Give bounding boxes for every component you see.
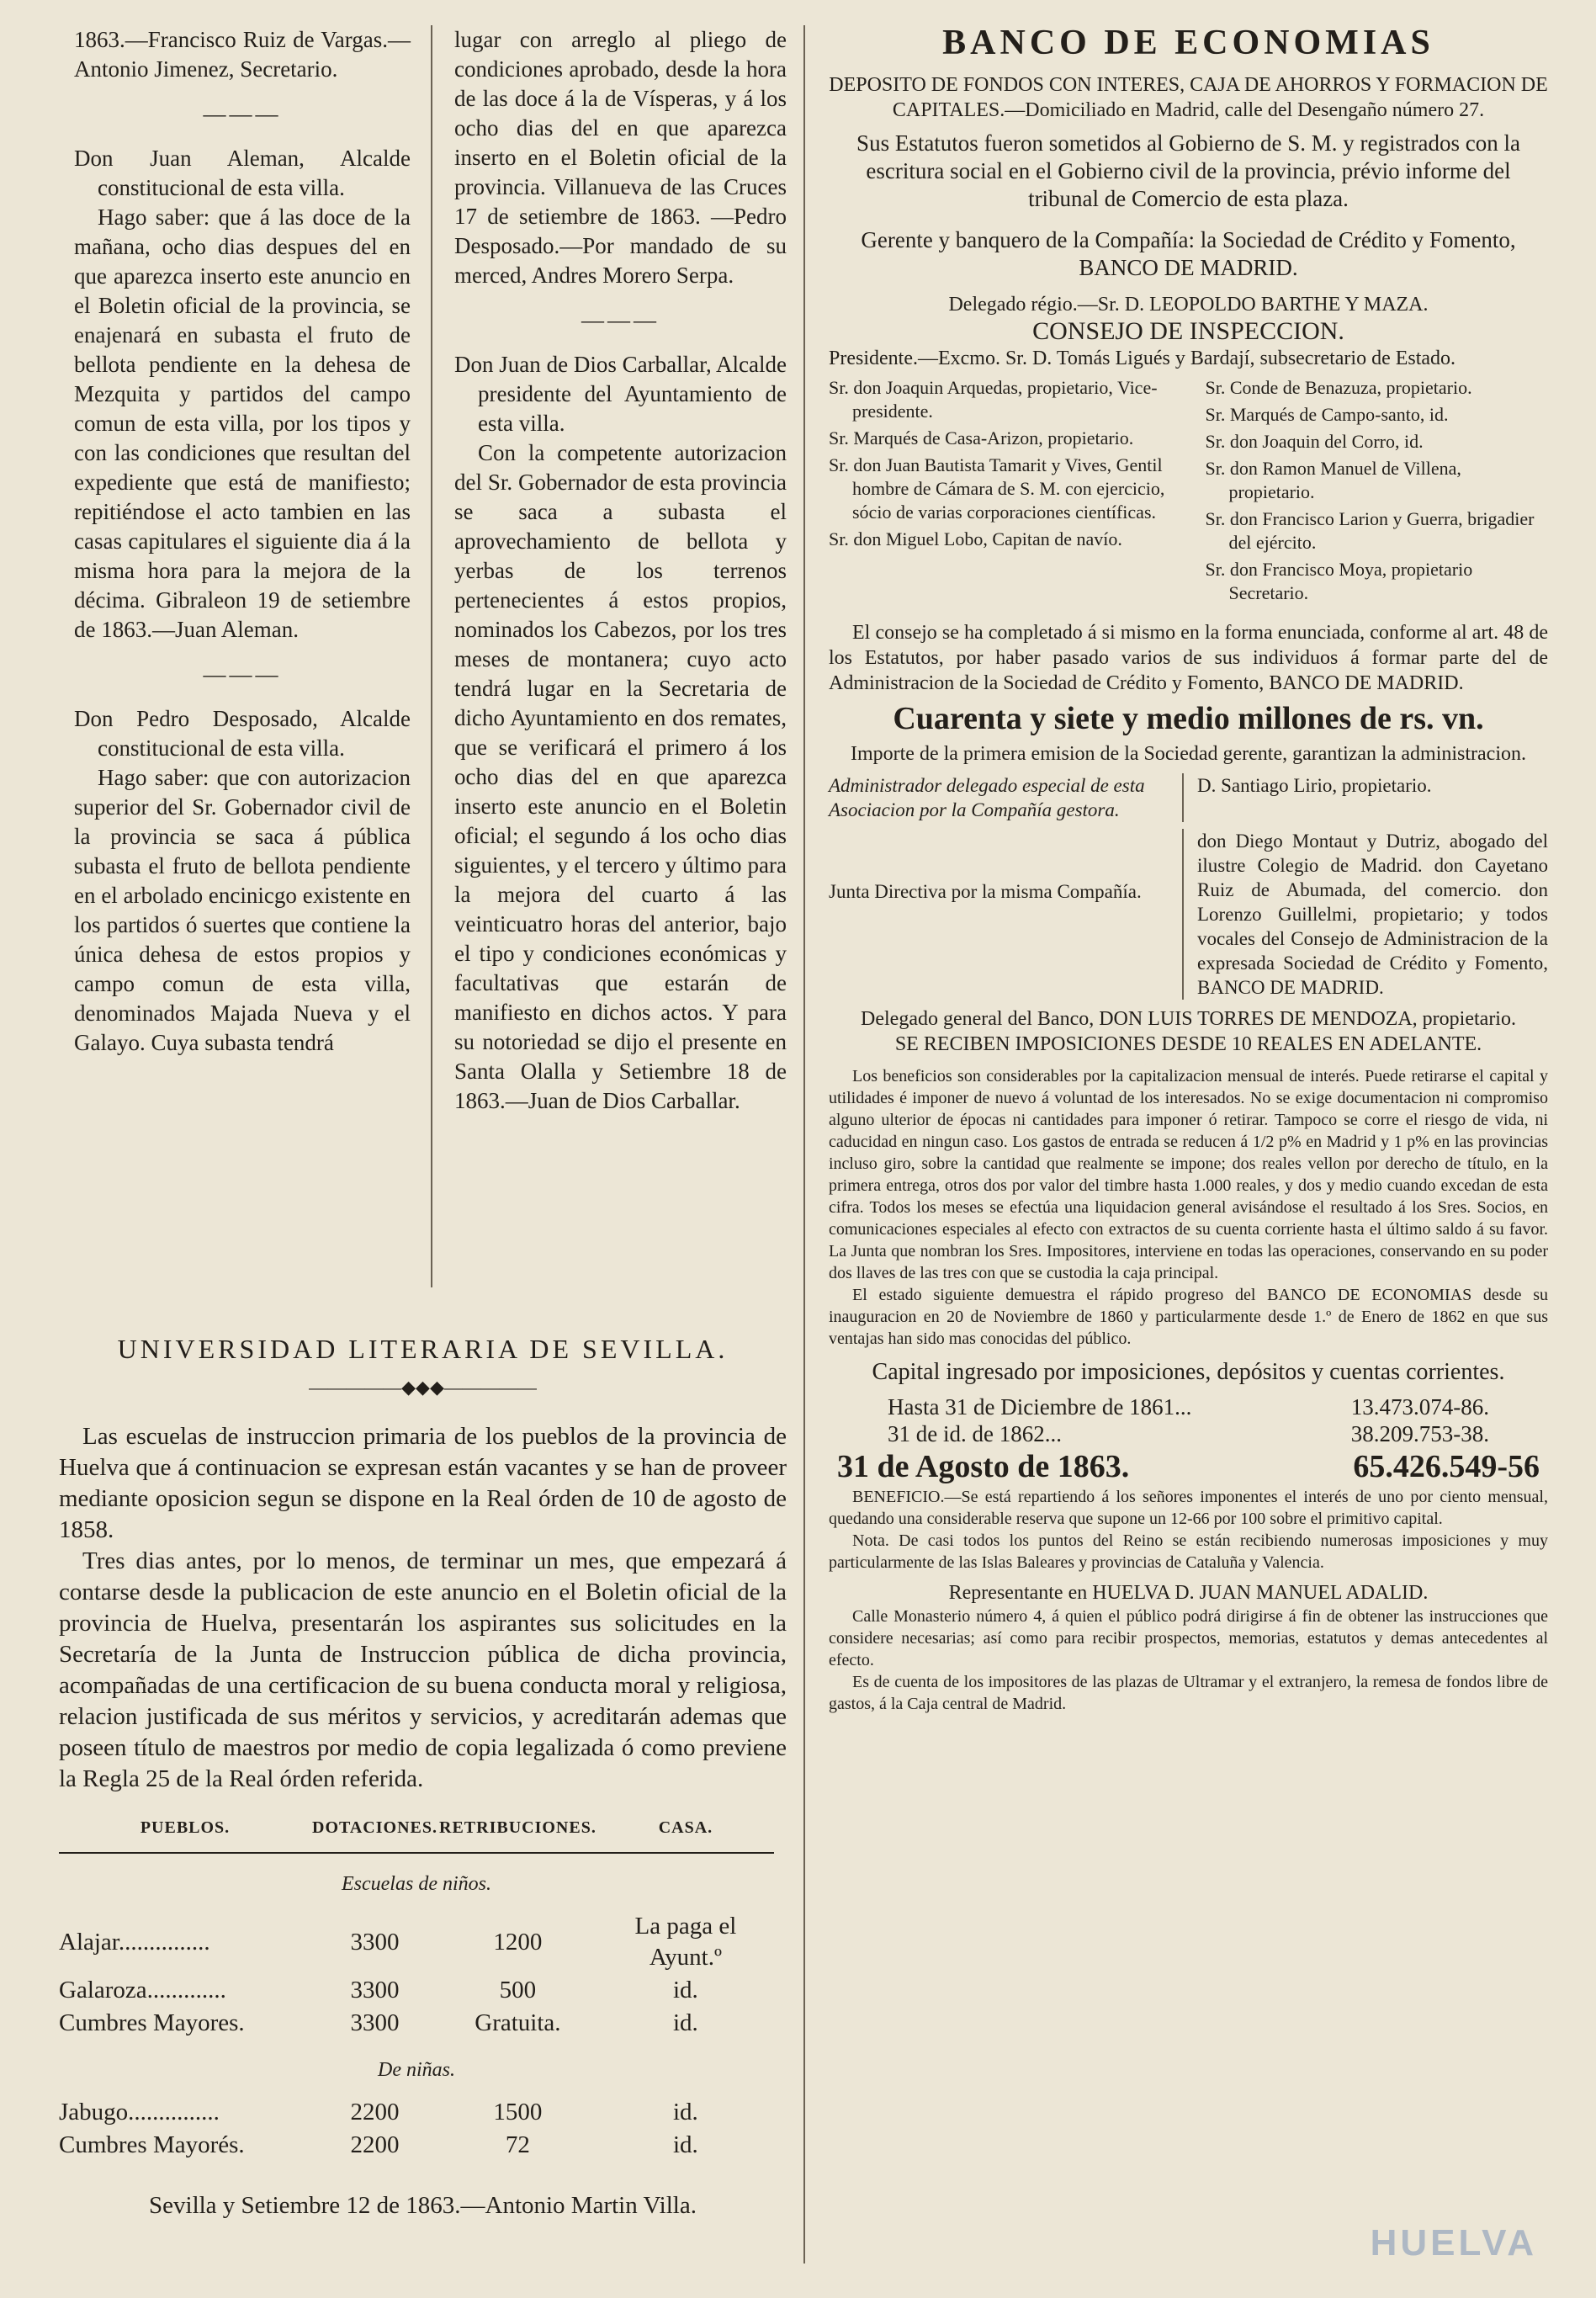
column-rule-1 [431,25,432,1287]
table-header: RETRIBUCIONES. [438,1812,597,1853]
cell-pueblo: Galaroza............. [59,1977,226,2003]
admin-name: D. Santiago Lirio, propietario. [1182,773,1548,822]
table-header: CASA. [597,1812,774,1853]
progress-text: El estado siguiente demuestra el rápido progreso del BANCO DE ECONOMIAS desde su inauguracion en 20 de Noviembre de 1860 y particularmente desde 1.º de Enero de 1862 en que sus ventajas han sido mas conocidas del público. [829,1286,1548,1348]
junta-label: Junta Directiva por la misma Compañía. [829,881,1142,902]
capital-amount: 13.473.074-86. [1350,1394,1489,1420]
cell-pueblo: Cumbres Mayores. [59,2009,245,2036]
paragraph: Las escuelas de instruccion primaria de los pueblos de la provincia de Huelva que á continuacion se expresan están vacantes y se han de proveer mediante oposicion segun se dispone en la Real órden de 10 de agosto de 1858. [59,1423,787,1543]
capital-label: 31 de id. de 1862... [888,1421,1062,1446]
admin-delegate [829,773,1548,822]
cell-retribucion: 72 [505,2131,530,2158]
member: Sr. Marqués de Casa-Arizon, propietario. [829,427,1134,448]
notice-heading: Don Juan Aleman, Alcalde constitucional de esta villa. [74,146,411,200]
cell-pueblo: Jabugo............... [59,2099,220,2126]
archive-watermark: HUELVA [1370,2222,1537,2264]
royal-delegate: Delegado régio.—Sr. D. LEOPOLDO BARTHE Y MAZA. [948,294,1429,316]
section-title: UNIVERSIDAD LITERARIA DE SEVILLA. [117,1334,729,1364]
member: Sr. don Francisco Moya, propietario Secretario. [1205,559,1473,603]
member: Sr. don Miguel Lobo, Capitan de navío. [829,528,1122,549]
bank-intro: DEPOSITO DE FONDOS CON INTERES, CAJA DE AHORROS Y FORMACION DE CAPITALES.—Domiciliado en Madrid, calle del Desengaño número 27. [829,74,1548,121]
separator: ——— [203,101,282,126]
table-header: DOTACIONES. [311,1812,438,1853]
beneficio-text: BENEFICIO.—Se está repartiendo á los señores imponentes el interés de uno por ciento mensual, quedando una considerable reserva que supone un 12-66 por 100 sobre el primitivo capital. [829,1488,1548,1528]
headline: Cuarenta y siete y medio millones de rs. vn. [893,701,1484,736]
capital-amount: 38.209.753-38. [1350,1421,1489,1446]
cell-dotacion: 2200 [350,2099,400,2126]
notice-body: Hago saber: que con autorizacion superior del Sr. Gobernador civil de la provincia se saca á pública subasta el fruto de bellota pendiente en el arbolado encinicgo existente en los partidos ó suertes que contiene la única dehesa de estos propios y campo comun de esta villa, denominados Majada Nueva y el Galayo. Cuya subasta tendrá [74,765,411,1055]
address-text: Calle Monasterio número 4, á quien el público podrá dirigirse á fin de obtener las instrucciones que considere necesarias; así como para recibir prospectos, memorias, estatutos y demas antecedentes al efecto. [829,1607,1548,1669]
paragraph: Tres dias antes, por lo menos, de terminar un mes, que empezará á contarse desde la publicacion de este anuncio en el Boletin oficial de la provincia de Huelva, presentarán los aspirantes sus solicitudes en la Secretaría de la Junta de Instruccion pública de dicha provincia, acompañadas de una certificacion de su buena conducta moral y religiosa, relacion justificada de sus méritos y servicios, y acreditarán ademas que poseen título de maestros por medio de copia legalizada ó como previene la Regla 25 de la Real órden referida. [59,1547,787,1792]
member: Sr. don Francisco Larion y Guerra, brigadier del ejército. [1205,508,1535,553]
ultramar-text: Es de cuenta de los impositores de las plazas de Ultramar y el extranjero, la remesa de fondos libre de gastos, á la Caja central de Madrid. [829,1673,1548,1713]
notice-heading: Don Pedro Desposado, Alcalde constitucional de esta villa. [74,706,411,761]
cell-retribucion: 500 [499,1977,537,2003]
cell-casa: La paga el Ayunt.º [634,1913,737,1971]
column-1 [74,25,411,1058]
notice-body: Con la competente autorizacion del Sr. Gobernador de esta provincia se saca a subasta el aprovechamiento de bellota y yerbas de los terrenos pertenecientes á estos propios, nominados los Cabezos, por los tres meses de montanera; cuyo acto tendrá lugar en la Secretaria de dicho Ayuntamiento en dos remates, que se verificará el primero á los ocho dias del en que aparezca inserto este anuncio en el Boletin oficial; el segundo á los ocho dias siguientes, y el tercero y último para la mejora del cuarto á las veinticuatro horas del anterior, bajo el tipo y condiciones económicas y facultativas que estarán de manifiesto en dichos actos. Y para su notoriedad se dijo el presente en Santa Olalla y Setiembre 18 de 1863.—Juan de Dios Carballar. [454,440,787,1113]
bank-manager: Gerente y banquero de la Compañía: la Sociedad de Crédito y Fomento, BANCO DE MADRID. [861,227,1516,280]
general-delegate: Delegado general del Banco, DON LUIS TORRES DE MENDOZA, propietario. [861,1008,1516,1030]
members-right [1206,376,1549,608]
cell-dotacion: 3300 [350,2009,400,2036]
junta-directiva [829,829,1548,1000]
capital-total [829,1447,1548,1486]
table-section: De niñas. [378,2059,455,2081]
cell-casa: id. [673,2131,698,2158]
table-row [59,1910,774,1974]
issue-amount: Importe de la primera emision de la Sociedad gerente, garantizan la administracion. [850,743,1526,765]
member: Sr. don Juan Bautista Tamarit y Vives, Gentil hombre de Cámara de S. M. con ejercicio, sócio de varias corporaciones científicas. [829,454,1165,523]
capital-title: Capital ingresado por imposiciones, depósitos y cuentas corrientes. [872,1359,1505,1385]
table-row [59,2007,774,2040]
cell-pueblo: Cumbres Mayorés. [59,2131,245,2158]
member: Sr. don Ramon Manuel de Villena, propietario. [1205,458,1461,502]
member: Sr. don Joaquin Arquedas, propietario, Vice-presidente. [829,377,1158,422]
capital-total-amount: 65.426.549-56 [1353,1449,1540,1484]
table-row [59,2096,774,2129]
separator: ——— [203,661,282,687]
schools-table [59,1812,774,2162]
column-rule-2 [803,25,805,2264]
members-left [829,376,1172,608]
cell-dotacion: 3300 [350,1977,400,2003]
cell-dotacion: 3300 [350,1928,400,1956]
representative: Representante en HUELVA D. JUAN MANUEL ADALID. [948,1582,1429,1604]
cell-retribucion: Gratuita. [475,2009,561,2036]
notice-heading: Don Juan de Dios Carballar, Alcalde presidente del Ayuntamiento de esta villa. [454,352,787,436]
banco-column [829,25,1548,1715]
nota-text: Nota. De casi todos los puntos del Reino se están recibiendo numerosas imposiciones y muy particularmente de las Islas Baleares y provincias de Cataluña y Valencia. [829,1531,1548,1572]
notice-body: Hago saber: que á las doce de la mañana, ocho dias despues del en que aparezca inserto este anuncio en el Boletin oficial de la provincia, se enajenará en subasta el fruto de bellota pendiente en la dehesa de Mezquita y partidos del campo comun de esta villa, por los tipos y con las condiciones que resultan del expediente que está de manifiesto; repitiéndose el acto tambien en las casas capitulares el siguiente dia á la misma hora para la mejora de la décima. Gibraleon 19 de setiembre de 1863.—Juan Aleman. [74,204,411,642]
notice-continuation: lugar con arreglo al pliego de condiciones aprobado, desde la hora de las doce á la de Vísperas, y á los ocho dias del en que aparezca inserto en el Boletin oficial de la provincia. Villanueva de las Cruces 17 de setiembre de 1863. —Pedro Desposado.—Por mandado de su merced, Andres Morero Serpa. [454,27,787,288]
column-2 [454,25,787,1116]
table-section: Escuelas de niños. [342,1873,491,1895]
council-members [829,376,1548,608]
bank-title: BANCO DE ECONOMIAS [942,24,1434,62]
council-note: El consejo se ha completado á si mismo en la forma enunciada, conforme al art. 48 de los Estatutos, por haber pasado varios de sus individuos á formar parte del de Administracion de la Sociedad de Crédito y Fomento, BANCO DE MADRID. [829,622,1548,694]
council-president: Presidente.—Excmo. Sr. D. Tomás Ligués y Bardají, subsecretario de Estado. [829,348,1456,369]
cell-dotacion: 2200 [350,2131,400,2158]
closing-notice: 1863.—Francisco Ruiz de Vargas.—Antonio Jimenez, Secretario. [74,27,411,82]
capital-row [829,1393,1548,1420]
council-title: CONSEJO DE INSPECCION. [1032,317,1344,345]
capital-row [829,1420,1548,1447]
capital-total-label: 31 de Agosto de 1863. [837,1449,1130,1484]
ornament: —————◆◆◆————— [309,1377,537,1398]
capital-label: Hasta 31 de Diciembre de 1861... [888,1394,1192,1420]
table-row [59,1974,774,2007]
member: Sr. Marqués de Campo-santo, id. [1205,404,1449,425]
admin-label: Administrador delegado especial de esta Asociacion por la Compañía gestora. [829,775,1145,820]
benefits-text: Los beneficios son considerables por la capitalizacion mensual de interés. Puede retirarse el capital y utilidades é imponer de nuevo á voluntad de los interesados. No se exige documentacion ni compromiso alguno ulterior de épocas ni cantidades para imponer ó retirar. Tampoco se corre el riesgo de vida, ni caducidad en ningun caso. Los gastos de entrada se reducen á 1/2 p% en Madrid y 1 p% en las provincias incluso giro, sobre la cantidad que realmente se impone; dos reales vellon por derecho de título, en la primera entrega, otros dos por valor del timbre hasta 1.000 reales, y dos y medio cuando excedan de esta cifra. Todos los meses se efectúa una liquidacion general avisándose el resultado á los Sres. Socios, en comunicaciones especiales al efecto con extractos de su cuenta corriente hasta el último saldo á su favor. La Junta que nombran los Sres. Impositores, interviene en todas las operaciones, conservando en su poder dos llaves de las tres con que se custodia la caja principal. [829,1067,1548,1282]
cell-pueblo: Alajar............... [59,1928,210,1956]
cell-casa: id. [673,2009,698,2036]
signature: Sevilla y Setiembre 12 de 1863.—Antonio Martin Villa. [149,2192,697,2219]
separator: ——— [581,307,660,332]
table-row [59,2129,774,2162]
member: Sr. don Joaquin del Corro, id. [1205,431,1424,452]
bank-statutes: Sus Estatutos fueron sometidos al Gobierno de S. M. y registrados con la escritura social en el Gobierno civil de la provincia, prévio informe del tribunal de Comercio de esta plaza. [856,130,1520,211]
junta-members: don Diego Montaut y Dutriz, abogado del ilustre Colegio de Madrid. don Cayetano Ruiz de Abumada, del comercio. don Lorenzo Guillelmi, propietario; y todos vocales del Consejo de Administracion de la expresada Sociedad de Crédito y Fomento, BANCO DE MADRID. [1182,829,1548,1000]
universidad-section [59,1334,787,2221]
member: Sr. Conde de Benazuza, propietario. [1205,377,1472,398]
cell-casa: id. [673,1977,698,2003]
table-header: PUEBLOS. [59,1812,311,1853]
cell-retribucion: 1500 [493,2099,543,2126]
cell-retribucion: 1200 [493,1928,543,1956]
cell-casa: id. [673,2099,698,2126]
deposits-note: SE RECIBEN IMPOSICIONES DESDE 10 REALES EN ADELANTE. [894,1033,1482,1055]
